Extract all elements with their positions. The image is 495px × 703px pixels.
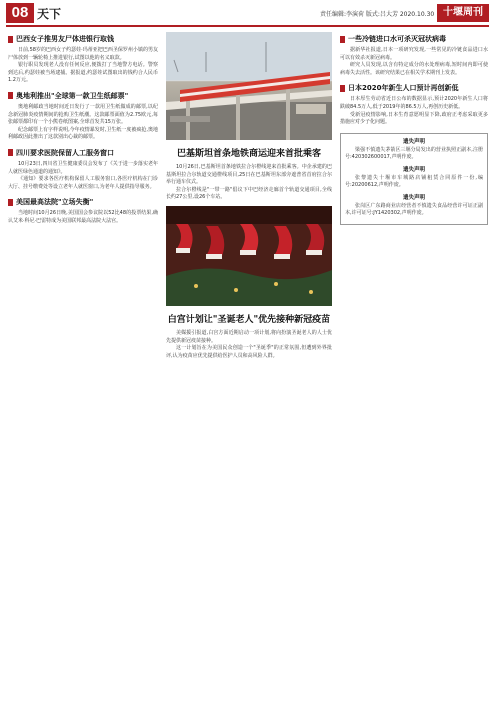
article-title xyxy=(340,83,488,93)
paragraph: 这一计划旨在为美国民众创造一个"圣诞季"的正常氛围,但遭到外界批评,认为疫苗应优先提供给医护人员和高风险人群。 xyxy=(166,345,332,359)
article-body xyxy=(8,210,158,225)
publication-brand: 十堰周刊 xyxy=(437,4,489,22)
article-title xyxy=(8,34,158,44)
metro-illustration xyxy=(166,32,332,140)
article-body xyxy=(8,47,158,85)
notice-heading: 遗失声明 xyxy=(402,138,425,145)
paragraph: 美媒援引报道,白宫方面近期启动一项计划,将向扮演圣诞老人的人士优先提供新冠疫苗接种。 xyxy=(166,329,332,344)
paragraph: 《通知》要求各医疗机构保留人工服务窗口,各医疗机构在门诊大厅、挂号缴费处等设立老年人就医窗口,为老年人提供指导服务。 xyxy=(8,176,158,190)
notice-text: 梁强不慎遗失茅箭区三堰分局发出的营业执照正副本,注册号:420302600017,声明作废。 xyxy=(345,146,483,160)
paragraph: 10月26日,巴基斯坦首条地铁拉合尔橙线迎来首批乘客。中企承建的巴基斯坦拉合尔轨道交通橙线项目,25日在巴基斯坦东部旁遮普省首府拉合尔举行通车仪式。 xyxy=(166,164,332,186)
article-headline: 巴基斯坦首条地铁商运迎来首批乘客 xyxy=(176,149,321,159)
article-body xyxy=(166,164,332,202)
paragraph: 据新华社报道,日本一项研究发现,一些常见的冷链食品进口水可以有效杀灭新冠病毒。 xyxy=(340,47,488,61)
article-title-text: 一些冷链进口水可杀灭冠状病毒 xyxy=(348,35,446,43)
article-title-text: 巴西女子推男友尸体进银行取钱 xyxy=(16,35,114,43)
article-title xyxy=(8,91,158,101)
article-body xyxy=(8,104,158,142)
paragraph: 日前,58岁的巴西女子约瑟娃·玛蒂亚把巴西圣保罗州小镇的男友尸体放到一辆轮椅上推进银行,试图以他的名义取款。 xyxy=(8,47,158,61)
section-marker xyxy=(8,92,13,99)
article-title-text: 美国最高法院"立场失衡" xyxy=(16,198,94,207)
metro-train-photo xyxy=(166,32,332,140)
article-body xyxy=(8,161,158,191)
article-headline: 白宫计划让"圣诞老人"优先接种新冠疫苗 xyxy=(167,314,331,325)
article-body xyxy=(340,96,488,126)
paragraph: 拉合尔橙线是"一带一路"倡议下中巴经济走廊首个轨道交通项目,全线长约27公里,设26个车站。 xyxy=(166,186,332,201)
section-marker xyxy=(8,149,13,156)
article-title-text: 四川要求医院保留人工服务窗口 xyxy=(16,148,114,157)
section-name: 天下 xyxy=(37,7,62,21)
notices-box xyxy=(340,133,488,225)
notice-item xyxy=(345,193,483,217)
article-title xyxy=(340,34,488,44)
notice-heading: 遗失声明 xyxy=(402,194,425,201)
left-column xyxy=(8,32,158,697)
paragraph: 受新冠疫情影响,日本生育意愿明显下降,政府正考虑采取更多措施应对少子化问题。 xyxy=(340,111,488,126)
article-title-text: 奥地利推出"全球第一款卫生纸邮票" xyxy=(16,91,129,100)
article-body xyxy=(166,330,332,360)
paragraph: 10月23日,四川省卫生健康委员会发布了《关于进一步落实老年人就医绿色通道的通知》。 xyxy=(8,160,158,175)
section-marker xyxy=(8,199,13,206)
section-marker xyxy=(340,85,345,92)
article-title xyxy=(8,148,158,158)
header-rule xyxy=(6,25,489,27)
notice-text: 张黎遗失十堰市车城路店铺租赁合同原件一份,编号:20200612,声明作废。 xyxy=(345,174,483,188)
paragraph: 银行职员发现老人没有任何反应,便拨打了当地警方电话。警察到达后,约瑟娃被当场逮捕。据报道,约瑟娃试图取出的钱约合人民币1.2万元。 xyxy=(8,62,158,84)
notice-heading: 遗失声明 xyxy=(402,166,425,173)
article-body xyxy=(340,47,488,77)
christmas-illustration xyxy=(166,206,332,306)
notice-text: 张岗区广东路商业店经营者不慎遗失食品经营许可证正副本,许可证号:JY1420302,声明作废。 xyxy=(345,202,483,216)
notice-item xyxy=(345,165,483,189)
paragraph: 纪念邮票上有字样说明,今年疫情暴发时,卫生纸一度被疯抢,奥地利邮政因此推出了这款别出心裁的邮票。 xyxy=(8,126,158,141)
paragraph: 日本厚生劳动省近日公布的数据显示,预计2020年新生人口将跌破84.5万人,低于2019年的86.5万人,再创历史新低。 xyxy=(340,96,488,110)
notice-item xyxy=(345,137,483,161)
article-title-text: 日本2020年新生人口预计再创新低 xyxy=(348,84,459,93)
section-marker xyxy=(340,36,345,43)
right-column xyxy=(340,32,488,697)
middle-column xyxy=(166,32,332,697)
paragraph: 研究人员发现,以含有特定成分的水处理病毒,短时间内即可使病毒失去活性。该研究结果已在相关学术期刊上发表。 xyxy=(340,62,488,76)
paragraph: 当地时间10月26日晚,美国国会参议院以52比48的投票结果,确认艾米·科尼·巴雷特成为美国联邦最高法院大法官。 xyxy=(8,210,158,224)
section-marker xyxy=(8,36,13,43)
article-title xyxy=(8,197,158,207)
paragraph: 奥地利邮政当地时间近日发行了一款用卫生纸做成的邮票,以纪念新冠肺炎疫情期间的抢购卫生纸潮。这款邮票面值为2.75欧元,每张邮票都印有一个小熊卷纸图案,全球首发共15万张。 xyxy=(8,103,158,126)
editor-info: 责任编辑:李演荷 版式:吕大芳 2020.10.30 xyxy=(320,11,435,18)
page-number: 08 xyxy=(6,3,34,23)
page-header xyxy=(0,0,495,26)
christmas-decor-photo xyxy=(166,206,332,306)
